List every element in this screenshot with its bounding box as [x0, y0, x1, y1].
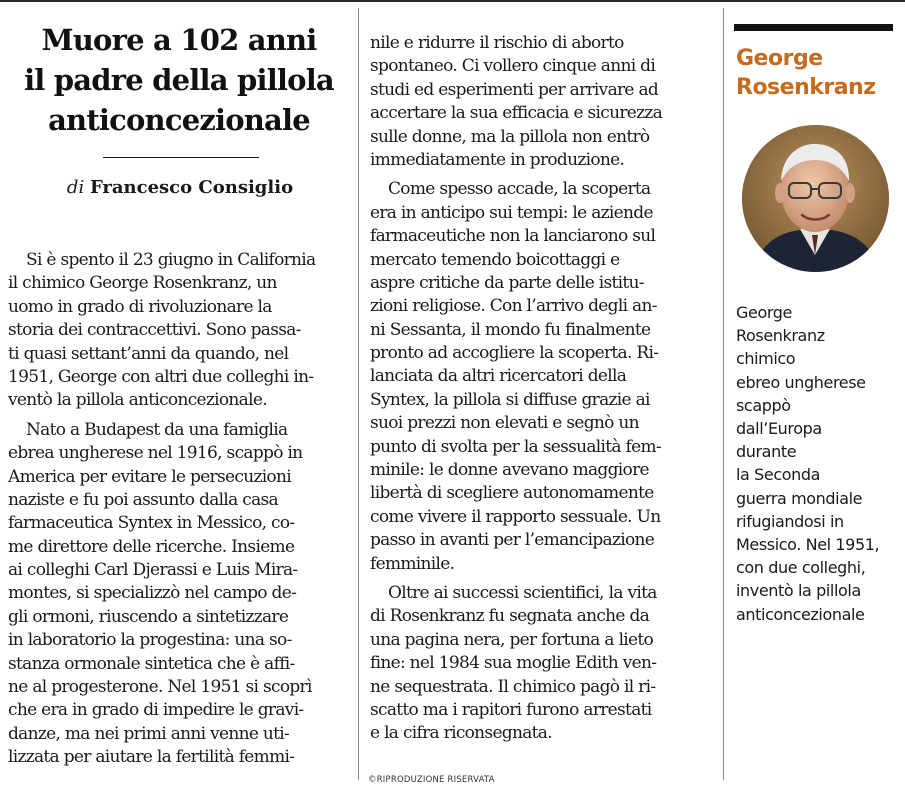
- text-line: storia dei contraccettivi. Sono passa-: [8, 320, 301, 341]
- text-line: farmaceutiche non la lanciarono sul: [370, 226, 656, 247]
- text-line: minile: le donne avevano maggiore: [370, 460, 649, 481]
- text-line: il chimico George Rosenkranz, un: [8, 273, 277, 294]
- text-line: montes, si specializzò nel campo de-: [8, 583, 297, 604]
- sidebar-title: [736, 44, 876, 102]
- column-divider-2: [723, 8, 724, 780]
- column-divider-1: [358, 8, 359, 780]
- text-line: farmaceutica Syntex in Messico, co-: [8, 513, 295, 534]
- sidebar-title-line-2: Rosenkranz: [736, 75, 876, 100]
- text-line: studi ed esperimenti per arrivare ad: [370, 79, 659, 100]
- text-line: suoi prezzi non elevati e segnò un: [370, 413, 639, 434]
- caption-line: ebreo ungherese: [736, 372, 866, 392]
- headline-line-2: il padre della pillola: [24, 63, 334, 97]
- text-line: pronto ad accogliere la scoperta. Ri-: [370, 343, 659, 364]
- text-line: in laboratorio la progestina: una so-: [8, 630, 292, 651]
- byline-author: Francesco Consiglio: [89, 177, 294, 198]
- text-line: accertare la sua efficacia e sicurezza: [370, 103, 663, 124]
- text-line: ne al progesterone. Nel 1951 si scoprì: [8, 677, 312, 698]
- text-line: una pagina nera, per fortuna a lieto: [370, 629, 654, 650]
- text-line: zioni religiose. Con l’arrivo degli an-: [370, 296, 657, 317]
- text-line: ti quasi settant’anni da quando, nel: [8, 343, 289, 364]
- text-line: di Rosenkranz fu segnata anche da: [370, 606, 650, 627]
- sidebar-caption: [736, 301, 879, 626]
- caption-line: Rosenkranz: [736, 326, 825, 346]
- byline-prefix: di: [66, 177, 85, 198]
- text-line: libertà di scegliere autonomamente: [370, 483, 654, 504]
- text-line: e la cifra riconsegnata.: [370, 723, 552, 744]
- text-line: nile e ridurre il rischio di aborto: [370, 33, 624, 53]
- portrait-photo: [742, 125, 889, 272]
- text-line: era in anticipo sui tempi: le aziende: [370, 202, 653, 223]
- text-line: uomo in grado di rivoluzionare la: [8, 296, 272, 317]
- text-line: danze, ma nei primi anni venne uti-: [8, 723, 290, 744]
- text-line: ni Sessanta, il mondo fu finalmente: [370, 319, 651, 340]
- caption-line: con due colleghi,: [736, 558, 866, 578]
- caption-line: la Seconda: [736, 465, 821, 485]
- headline-line-3: anticoncezionale: [48, 103, 310, 137]
- text-line: America per evitare le persecuzioni: [8, 466, 291, 487]
- text-line: che era in grado di impedire le gravi-: [8, 700, 304, 721]
- caption-line: dall’Europa: [736, 419, 822, 439]
- text-line: passo in avanti per l’emancipazione: [370, 530, 655, 551]
- text-line: gli ormoni, riuscendo a sintetizzare: [8, 606, 289, 627]
- text-line: lanciata da altri ricercatori della: [370, 366, 627, 387]
- text-line: scatto ma i rapitori furono arrestati: [370, 699, 652, 720]
- text-line: Si è spento il 23 giugno in California: [26, 250, 316, 270]
- text-line: femminile.: [370, 553, 455, 574]
- top-rule: [0, 0, 905, 2]
- caption-line: durante: [736, 442, 797, 462]
- sidebar-title-line-1: George: [736, 46, 823, 71]
- caption-line: guerra mondiale: [736, 488, 863, 508]
- caption-line: inventò la pillola: [736, 581, 861, 601]
- copyright-notice: ©RIPRODUZIONE RISERVATA: [368, 775, 495, 785]
- text-line: Come spesso accade, la scoperta: [388, 179, 651, 200]
- caption-line: George: [736, 303, 792, 322]
- text-line: spontaneo. Ci vollero cinque anni di: [370, 56, 656, 77]
- text-line: Nato a Budapest da una famiglia: [26, 419, 288, 440]
- sidebar-top-bar: [734, 24, 893, 31]
- caption-line: rifugiandosi in: [736, 511, 844, 531]
- text-line: sulle donne, ma la pillola non entrò: [370, 126, 650, 147]
- text-line: ai colleghi Carl Djerassi e Luis Mira-: [8, 560, 298, 581]
- text-line: aspre critiche da parte delle istitu-: [370, 272, 644, 293]
- byline: [0, 175, 360, 201]
- caption-line: anticoncezionale: [736, 604, 865, 624]
- text-line: Oltre ai successi scientifici, la vita: [388, 582, 657, 603]
- text-line: fine: nel 1984 sua moglie Edith ven-: [370, 653, 657, 674]
- text-line: ne sequestrata. Il chimico pagò il ri-: [370, 676, 656, 697]
- headline-separator: [103, 157, 259, 158]
- headline-line-1: Muore a 102 anni: [41, 23, 317, 57]
- text-line: stanza ormonale sintetica che è affi-: [8, 653, 295, 674]
- article-column-1: [8, 249, 351, 770]
- text-line: ebrea ungherese nel 1916, scappò in: [8, 443, 303, 464]
- text-line: mercato temendo boicottaggi e: [370, 249, 620, 270]
- caption-line: Messico. Nel 1951,: [736, 535, 880, 555]
- text-line: punto di svolta per la sessualità fem-: [370, 436, 661, 457]
- portrait-illustration: [742, 125, 889, 272]
- text-line: me direttore delle ricerche. Insieme: [8, 536, 295, 557]
- caption-line: scappò: [736, 395, 791, 415]
- text-line: come vivere il rapporto sessuale. Un: [370, 506, 661, 527]
- caption-line: chimico: [736, 349, 796, 369]
- text-line: naziste e fu poi assunto dalla casa: [8, 489, 278, 510]
- headline: [18, 20, 340, 140]
- text-line: Syntex, la pillola si diffuse grazie ai: [370, 389, 650, 410]
- text-line: lizzata per aiutare la fertilità femmi-: [8, 747, 295, 768]
- text-line: ventò la pillola anticoncezionale.: [8, 390, 267, 411]
- article-column-2: [370, 32, 715, 746]
- text-line: 1951, George con altri due colleghi in-: [8, 366, 314, 387]
- text-line: immediatamente in produzione.: [370, 149, 625, 170]
